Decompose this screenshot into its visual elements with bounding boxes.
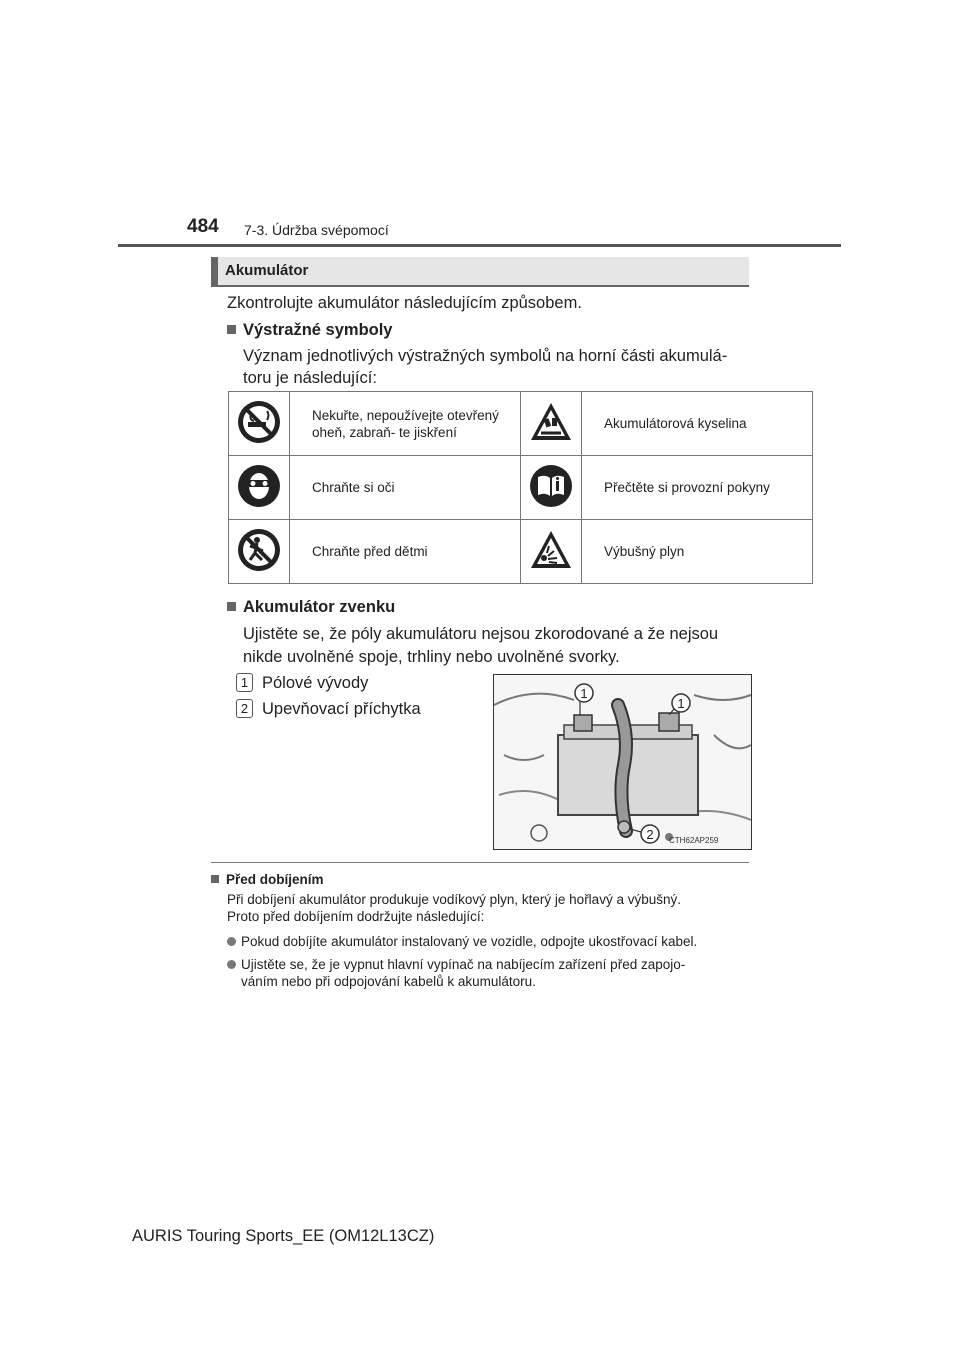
warning-symbols-text-line1: Význam jednotlivých výstražných symbolů na horní části akumulá- xyxy=(243,347,728,365)
symbol-text-cell: Přečtěte si provozní pokyny xyxy=(582,456,813,520)
battery-illustration xyxy=(493,674,752,850)
explosive-gas-icon xyxy=(529,528,573,572)
charging-bullet-text: Ujistěte se, že je vypnut hlavní vypínač na nabíjecím zařízení před zapojo- xyxy=(241,957,686,972)
symbol-cell xyxy=(229,520,290,584)
warning-symbols-table xyxy=(228,391,813,584)
legend-item xyxy=(236,697,421,721)
table-row xyxy=(229,456,813,520)
symbol-cell xyxy=(521,520,582,584)
legend-number: 2 xyxy=(236,699,253,718)
bullet-dot-icon xyxy=(227,937,236,946)
square-bullet-icon xyxy=(227,602,236,611)
charging-bullet xyxy=(227,933,697,950)
legend-item xyxy=(236,671,368,695)
warning-symbols-title xyxy=(227,318,392,342)
charging-title-text: Před dobíjením xyxy=(226,872,324,887)
svg-text:1: 1 xyxy=(580,686,588,701)
outside-title xyxy=(227,595,395,619)
charging-bullet xyxy=(227,956,749,973)
warning-symbols-title-text: Výstražné symboly xyxy=(243,321,393,339)
symbol-text-cell: Výbušný plyn xyxy=(582,520,813,584)
keep-children-away-icon xyxy=(237,528,281,572)
charging-bullet-text: Pokud dobíjíte akumulátor instalovaný ve vozidle, odpojte ukostřovací kabel. xyxy=(241,934,698,949)
legend-number: 1 xyxy=(236,673,253,692)
svg-text:1: 1 xyxy=(677,696,685,711)
symbol-cell xyxy=(521,392,582,456)
charging-text-line1: Při dobíjení akumulátor produkuje vodíkový plyn, který je hořlavý a výbušný. xyxy=(227,892,681,907)
svg-text:2: 2 xyxy=(646,827,654,842)
table-row xyxy=(229,520,813,584)
warning-symbols-text-line2: toru je následující: xyxy=(243,369,377,387)
section-title: 7-3. Údržba svépomocí xyxy=(244,222,389,238)
intro-text: Zkontrolujte akumulátor následujícím způsobem. xyxy=(227,294,582,312)
square-bullet-icon xyxy=(227,325,236,334)
symbol-cell xyxy=(229,392,290,456)
page-number: 484 xyxy=(187,216,219,237)
header-rule xyxy=(118,244,841,247)
read-manual-icon xyxy=(529,464,573,508)
charging-bullet-continuation: váním nebo při odpojování kabelů k akumulátoru. xyxy=(241,974,536,989)
eye-protection-icon xyxy=(237,464,281,508)
acid-warning-icon xyxy=(529,400,573,444)
charging-text-line2: Proto před dobíjením dodržujte následující: xyxy=(227,909,485,924)
square-bullet-icon xyxy=(211,875,219,883)
outside-text-line1: Ujistěte se, že póly akumulátoru nejsou zkorodované a že nejsou xyxy=(243,625,719,643)
section-heading-bar xyxy=(211,257,749,287)
symbol-text-cell: Chraňte si oči xyxy=(290,456,521,520)
symbol-cell xyxy=(521,456,582,520)
symbol-cell xyxy=(229,456,290,520)
symbol-text-cell: Akumulátorová kyselina xyxy=(582,392,813,456)
battery-drawing xyxy=(494,675,751,849)
section-heading: Akumulátor xyxy=(225,262,309,279)
figure-code: CTH62AP259 xyxy=(669,836,719,845)
no-smoking-icon xyxy=(237,400,281,444)
outside-text-line2: nikde uvolněné spoje, trhliny nebo uvolněné svorky. xyxy=(243,648,620,666)
section-divider xyxy=(211,862,749,863)
table-row xyxy=(229,392,813,456)
footer-model: AURIS Touring Sports_EE (OM12L13CZ) xyxy=(132,1227,435,1245)
outside-title-text: Akumulátor zvenku xyxy=(243,598,396,616)
legend-label: Upevňovací příchytka xyxy=(262,700,421,718)
bullet-dot-icon xyxy=(227,960,236,969)
symbol-text-cell: Nekuřte, nepoužívejte otevřený oheň, zabraň- te jiskření xyxy=(290,392,521,456)
charging-title xyxy=(211,871,324,888)
legend-label: Pólové vývody xyxy=(262,674,369,692)
symbol-text-cell: Chraňte před dětmi xyxy=(290,520,521,584)
